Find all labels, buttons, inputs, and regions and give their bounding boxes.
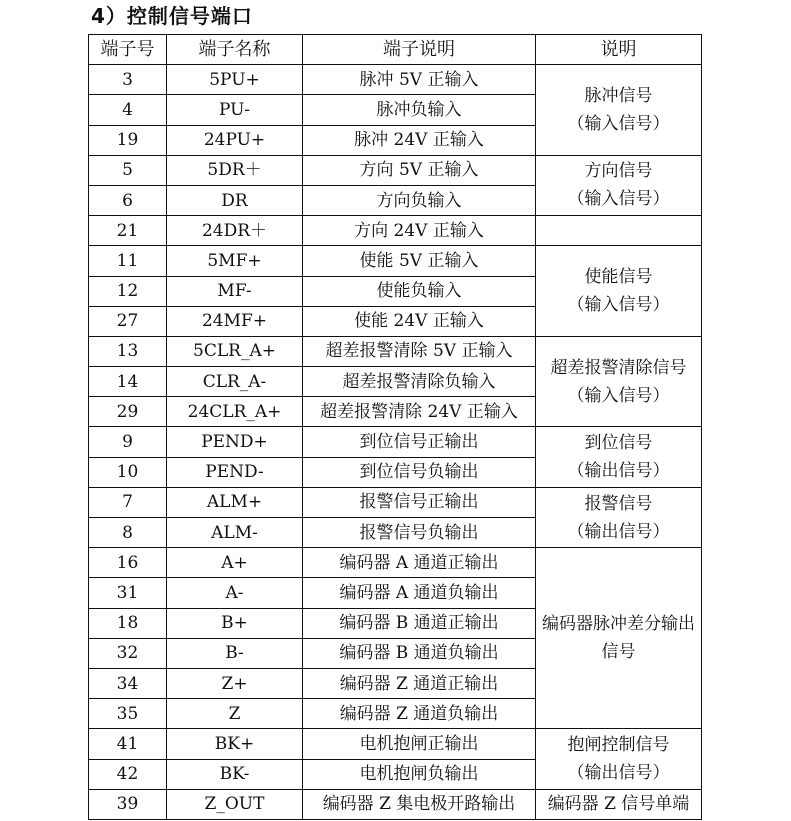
terminal-number: 21 — [89, 216, 167, 246]
terminal-number: 6 — [89, 185, 167, 215]
terminal-description: 方向 5V 正输入 — [303, 155, 536, 185]
terminal-number: 39 — [89, 789, 167, 819]
terminal-name: ALM- — [167, 518, 303, 548]
terminal-number: 27 — [89, 306, 167, 336]
remark-encoder-differential-output: 编码器脉冲差分输出信号 — [536, 548, 702, 729]
terminal-name: Z_OUT — [167, 789, 303, 819]
terminal-name: 5MF+ — [167, 246, 303, 276]
terminal-name: 24PU+ — [167, 125, 303, 155]
terminal-number: 32 — [89, 638, 167, 668]
remark-line: （输入信号） — [567, 113, 670, 134]
remark-line: 使能信号 — [584, 267, 653, 288]
remark-in-position-signal — [536, 427, 702, 487]
terminal-description: 方向负输入 — [303, 185, 536, 215]
remark-line: 超差报警清除信号 — [550, 357, 687, 378]
remark-line: （输出信号） — [567, 763, 670, 783]
terminal-description: 超差报警清除 5V 正输入 — [303, 336, 536, 366]
remark-line: （输入信号） — [567, 189, 670, 210]
header-remarks: 说明 — [536, 35, 702, 65]
terminal-number: 7 — [89, 487, 167, 517]
remark-line: 报警信号 — [584, 493, 653, 514]
remark-line: 方向信号 — [584, 161, 653, 182]
terminal-name: A+ — [167, 548, 303, 578]
terminal-number: 9 — [89, 427, 167, 457]
terminal-number: 13 — [89, 336, 167, 366]
remark-line: （输入信号） — [567, 295, 670, 316]
remark-alarm-clear-signal — [536, 336, 702, 427]
remark-alarm-signal — [536, 487, 702, 547]
terminal-number: 35 — [89, 699, 167, 729]
terminal-description: 报警信号负输出 — [303, 518, 536, 548]
table-row — [89, 548, 702, 578]
remark-line: （输入信号） — [567, 385, 670, 406]
terminal-description: 编码器 B 通道正输出 — [303, 608, 536, 638]
terminal-name: 24CLR_A+ — [167, 397, 303, 427]
terminal-name: MF- — [167, 276, 303, 306]
terminal-number: 10 — [89, 457, 167, 487]
terminal-name: PEND+ — [167, 427, 303, 457]
terminal-name: B+ — [167, 608, 303, 638]
terminal-description: 编码器 Z 集电极开路输出 — [303, 789, 536, 819]
remark-line: 脉冲信号 — [584, 85, 653, 106]
terminal-description: 方向 24V 正输入 — [303, 216, 536, 246]
table-row — [89, 336, 702, 366]
terminal-name: BK- — [167, 759, 303, 789]
remark-pulse-signal — [536, 65, 702, 156]
table-row — [89, 789, 702, 819]
table-row — [89, 427, 702, 457]
terminal-number: 31 — [89, 578, 167, 608]
terminal-description: 到位信号正输出 — [303, 427, 536, 457]
terminal-name: 5CLR_A+ — [167, 336, 303, 366]
table-row — [89, 65, 702, 95]
terminal-number: 14 — [89, 367, 167, 397]
terminal-description: 使能 24V 正输入 — [303, 306, 536, 336]
table-row — [89, 246, 702, 276]
remark-line: （输出信号） — [567, 461, 670, 482]
terminal-number: 4 — [89, 95, 167, 125]
terminal-description: 编码器 Z 通道正输出 — [303, 668, 536, 698]
terminal-number: 41 — [89, 729, 167, 759]
terminal-description: 编码器 A 通道负输出 — [303, 578, 536, 608]
terminal-description: 超差报警清除负输入 — [303, 367, 536, 397]
terminal-name: 24DR＋ — [167, 216, 303, 246]
terminal-description: 电机抱闸正输出 — [303, 729, 536, 759]
terminal-description: 超差报警清除 24V 正输入 — [303, 397, 536, 427]
header-terminal-number: 端子号 — [89, 35, 167, 65]
terminal-name: 24MF+ — [167, 306, 303, 336]
terminal-name: 5PU+ — [167, 65, 303, 95]
terminal-name: CLR_A- — [167, 367, 303, 397]
remark-line: 抱闸控制信号 — [567, 735, 670, 755]
remark-direction-signal — [536, 155, 702, 215]
table-header-row — [89, 35, 702, 65]
terminal-description: 编码器 Z 通道负输出 — [303, 699, 536, 729]
terminal-description: 报警信号正输出 — [303, 487, 536, 517]
remark-enable-signal — [536, 246, 702, 337]
remark-encoder-z-single-ended: 编码器 Z 信号单端 — [536, 789, 702, 819]
terminal-number: 16 — [89, 548, 167, 578]
table-row — [89, 487, 702, 517]
terminal-number: 12 — [89, 276, 167, 306]
terminal-number: 18 — [89, 608, 167, 638]
section-title: 4）控制信号端口 — [91, 4, 253, 28]
terminal-description: 脉冲负输入 — [303, 95, 536, 125]
header-terminal-name: 端子名称 — [167, 35, 303, 65]
terminal-description: 编码器 A 通道正输出 — [303, 548, 536, 578]
terminal-number: 11 — [89, 246, 167, 276]
terminal-number: 42 — [89, 759, 167, 789]
control-signal-port-table — [88, 34, 702, 820]
terminal-number: 8 — [89, 518, 167, 548]
terminal-description: 到位信号负输出 — [303, 457, 536, 487]
terminal-name: A- — [167, 578, 303, 608]
remark-empty — [536, 216, 702, 246]
terminal-number: 5 — [89, 155, 167, 185]
terminal-name: Z — [167, 699, 303, 729]
terminal-description: 脉冲 24V 正输入 — [303, 125, 536, 155]
terminal-description: 电机抱闸负输出 — [303, 759, 536, 789]
terminal-description: 脉冲 5V 正输入 — [303, 65, 536, 95]
remark-brake-control-signal — [536, 729, 702, 789]
terminal-name: DR — [167, 185, 303, 215]
remark-line: （输出信号） — [567, 521, 670, 542]
terminal-description: 使能 5V 正输入 — [303, 246, 536, 276]
table-row — [89, 729, 702, 759]
terminal-name: 5DR＋ — [167, 155, 303, 185]
terminal-number: 29 — [89, 397, 167, 427]
terminal-name: PEND- — [167, 457, 303, 487]
remark-line: 到位信号 — [584, 433, 653, 454]
terminal-name: BK+ — [167, 729, 303, 759]
terminal-name: ALM+ — [167, 487, 303, 517]
terminal-description: 使能负输入 — [303, 276, 536, 306]
terminal-number: 3 — [89, 65, 167, 95]
header-terminal-description: 端子说明 — [303, 35, 536, 65]
terminal-name: Z+ — [167, 668, 303, 698]
terminal-number: 19 — [89, 125, 167, 155]
terminal-name: B- — [167, 638, 303, 668]
table-row — [89, 155, 702, 185]
table-row — [89, 216, 702, 246]
terminal-number: 34 — [89, 668, 167, 698]
terminal-name: PU- — [167, 95, 303, 125]
terminal-description: 编码器 B 通道负输出 — [303, 638, 536, 668]
